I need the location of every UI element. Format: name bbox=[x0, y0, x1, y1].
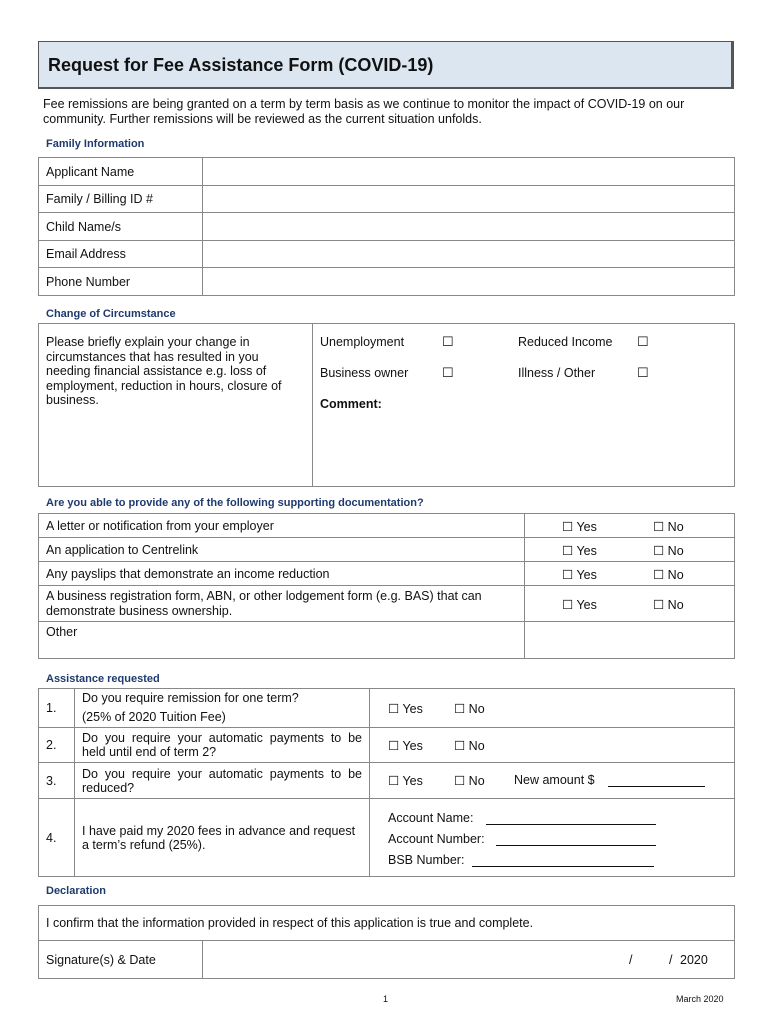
docs-heading: Are you able to provide any of the following supporting documentation? bbox=[46, 497, 424, 509]
doc-centrelink-choice bbox=[525, 538, 735, 562]
assistance-yes-1[interactable]: ☐ Yes bbox=[388, 702, 423, 716]
account-name-input[interactable] bbox=[486, 813, 656, 825]
assistance-no-2[interactable]: ☐ No bbox=[454, 739, 485, 753]
doc-employer-letter-yes[interactable]: ☐ Yes bbox=[562, 520, 597, 534]
assistance-choice-1 bbox=[370, 689, 735, 728]
child-names-label: Child Name/s bbox=[39, 213, 203, 241]
assistance-heading: Assistance requested bbox=[46, 673, 160, 685]
assistance-yes-3[interactable]: ☐ Yes bbox=[388, 774, 423, 788]
date-year: 2020 bbox=[680, 953, 708, 967]
form-title: Request for Fee Assistance Form (COVID-19) bbox=[48, 55, 434, 75]
signature-label: Signature(s) & Date bbox=[39, 941, 203, 979]
phone-label: Phone Number bbox=[39, 268, 203, 296]
declaration-heading: Declaration bbox=[46, 885, 106, 897]
doc-centrelink: An application to Centrelink bbox=[39, 538, 525, 562]
billing-id-label: Family / Billing ID # bbox=[39, 186, 203, 213]
declaration-statement: I confirm that the information provided in respect of this application is true and complete. bbox=[39, 906, 735, 941]
footer-date: March 2020 bbox=[676, 994, 724, 1004]
doc-payslips-no[interactable]: ☐ No bbox=[653, 568, 684, 582]
doc-employer-letter: A letter or notification from your employer bbox=[39, 514, 525, 538]
circumstance-prompt: Please briefly explain your change in circumstances that has resulted in you needing financial assistance e.g. loss of employment, reduction in hours, closure of business. bbox=[39, 324, 313, 487]
docs-table bbox=[38, 513, 735, 659]
child-names-input[interactable] bbox=[203, 213, 735, 241]
account-number-input[interactable] bbox=[496, 834, 656, 846]
page-number: 1 bbox=[383, 994, 389, 1004]
business-owner-label: Business owner bbox=[320, 366, 409, 380]
assistance-table bbox=[38, 688, 735, 877]
assistance-no-1[interactable]: ☐ No bbox=[454, 702, 485, 716]
email-input[interactable] bbox=[203, 241, 735, 268]
assistance-question-2: Do you require your automatic payments to be held until end of term 2? bbox=[75, 728, 370, 763]
reduced-income-checkbox[interactable]: ☐ bbox=[637, 334, 649, 349]
family-heading: Family Information bbox=[46, 138, 145, 150]
illness-other-checkbox[interactable]: ☐ bbox=[637, 365, 649, 380]
assistance-num-2: 2. bbox=[39, 728, 75, 763]
doc-employer-letter-no[interactable]: ☐ No bbox=[653, 520, 684, 534]
illness-other-label: Illness / Other bbox=[518, 366, 596, 380]
assistance-no-3[interactable]: ☐ No bbox=[454, 774, 485, 788]
doc-business-registration-yes[interactable]: ☐ Yes bbox=[562, 598, 597, 612]
circumstance-table bbox=[38, 323, 735, 487]
doc-business-registration-choice bbox=[525, 586, 735, 622]
doc-payslips: Any payslips that demonstrate an income reduction bbox=[39, 562, 525, 586]
assistance-question-1-note: (25% of 2020 Tuition Fee) bbox=[82, 710, 226, 724]
applicant-name-input[interactable] bbox=[203, 158, 735, 186]
declaration-table bbox=[38, 905, 735, 979]
applicant-name-label: Applicant Name bbox=[39, 158, 203, 186]
assistance-num-4: 4. bbox=[39, 799, 75, 877]
doc-business-registration: A business registration form, ABN, or other lodgement form (e.g. BAS) that can demonstrate business ownership. bbox=[39, 586, 525, 622]
bsb-input[interactable] bbox=[472, 855, 654, 867]
doc-other-input[interactable] bbox=[525, 622, 735, 659]
doc-employer-letter-choice bbox=[525, 514, 735, 538]
doc-centrelink-no[interactable]: ☐ No bbox=[653, 544, 684, 558]
billing-id-input[interactable] bbox=[203, 186, 735, 213]
new-amount-label: New amount $ bbox=[514, 773, 595, 787]
signature-date-field[interactable] bbox=[203, 941, 735, 979]
date-slash-1: / bbox=[629, 953, 633, 967]
phone-input[interactable] bbox=[203, 268, 735, 296]
circumstance-options bbox=[313, 324, 735, 487]
doc-other: Other bbox=[39, 622, 525, 659]
doc-payslips-choice bbox=[525, 562, 735, 586]
assistance-yes-2[interactable]: ☐ Yes bbox=[388, 739, 423, 753]
unemployment-label: Unemployment bbox=[320, 335, 405, 349]
intro-text: Fee remissions are being granted on a term by term basis as we continue to monitor the impact of COVID-19 on our community. Further remissions will be reviewed as the current situation unfolds. bbox=[43, 97, 685, 126]
assistance-question-1 bbox=[75, 689, 370, 728]
email-label: Email Address bbox=[39, 241, 203, 268]
assistance-question-4: I have paid my 2020 fees in advance and request a term’s refund (25%). bbox=[75, 799, 370, 877]
account-number-label: Account Number: bbox=[388, 832, 485, 846]
unemployment-checkbox[interactable]: ☐ bbox=[442, 334, 454, 349]
assistance-choice-2 bbox=[370, 728, 735, 763]
new-amount-input[interactable] bbox=[608, 775, 705, 787]
doc-payslips-yes[interactable]: ☐ Yes bbox=[562, 568, 597, 582]
business-owner-checkbox[interactable]: ☐ bbox=[442, 365, 454, 380]
form-title-box bbox=[38, 41, 734, 89]
doc-centrelink-yes[interactable]: ☐ Yes bbox=[562, 544, 597, 558]
family-table bbox=[38, 157, 735, 296]
circumstance-heading: Change of Circumstance bbox=[46, 308, 176, 320]
reduced-income-label: Reduced Income bbox=[518, 335, 613, 349]
comment-label: Comment: bbox=[320, 397, 382, 411]
account-name-label: Account Name: bbox=[388, 811, 474, 825]
assistance-num-3: 3. bbox=[39, 763, 75, 799]
refund-details bbox=[370, 799, 735, 877]
date-slash-2: / bbox=[669, 953, 673, 967]
assistance-choice-3 bbox=[370, 763, 735, 799]
doc-business-registration-no[interactable]: ☐ No bbox=[653, 598, 684, 612]
assistance-question-3: Do you require your automatic payments to be reduced? bbox=[75, 763, 370, 799]
assistance-question-1-text: Do you require remission for one term? bbox=[82, 691, 299, 705]
bsb-label: BSB Number: bbox=[388, 853, 465, 867]
assistance-num-1: 1. bbox=[39, 689, 75, 728]
